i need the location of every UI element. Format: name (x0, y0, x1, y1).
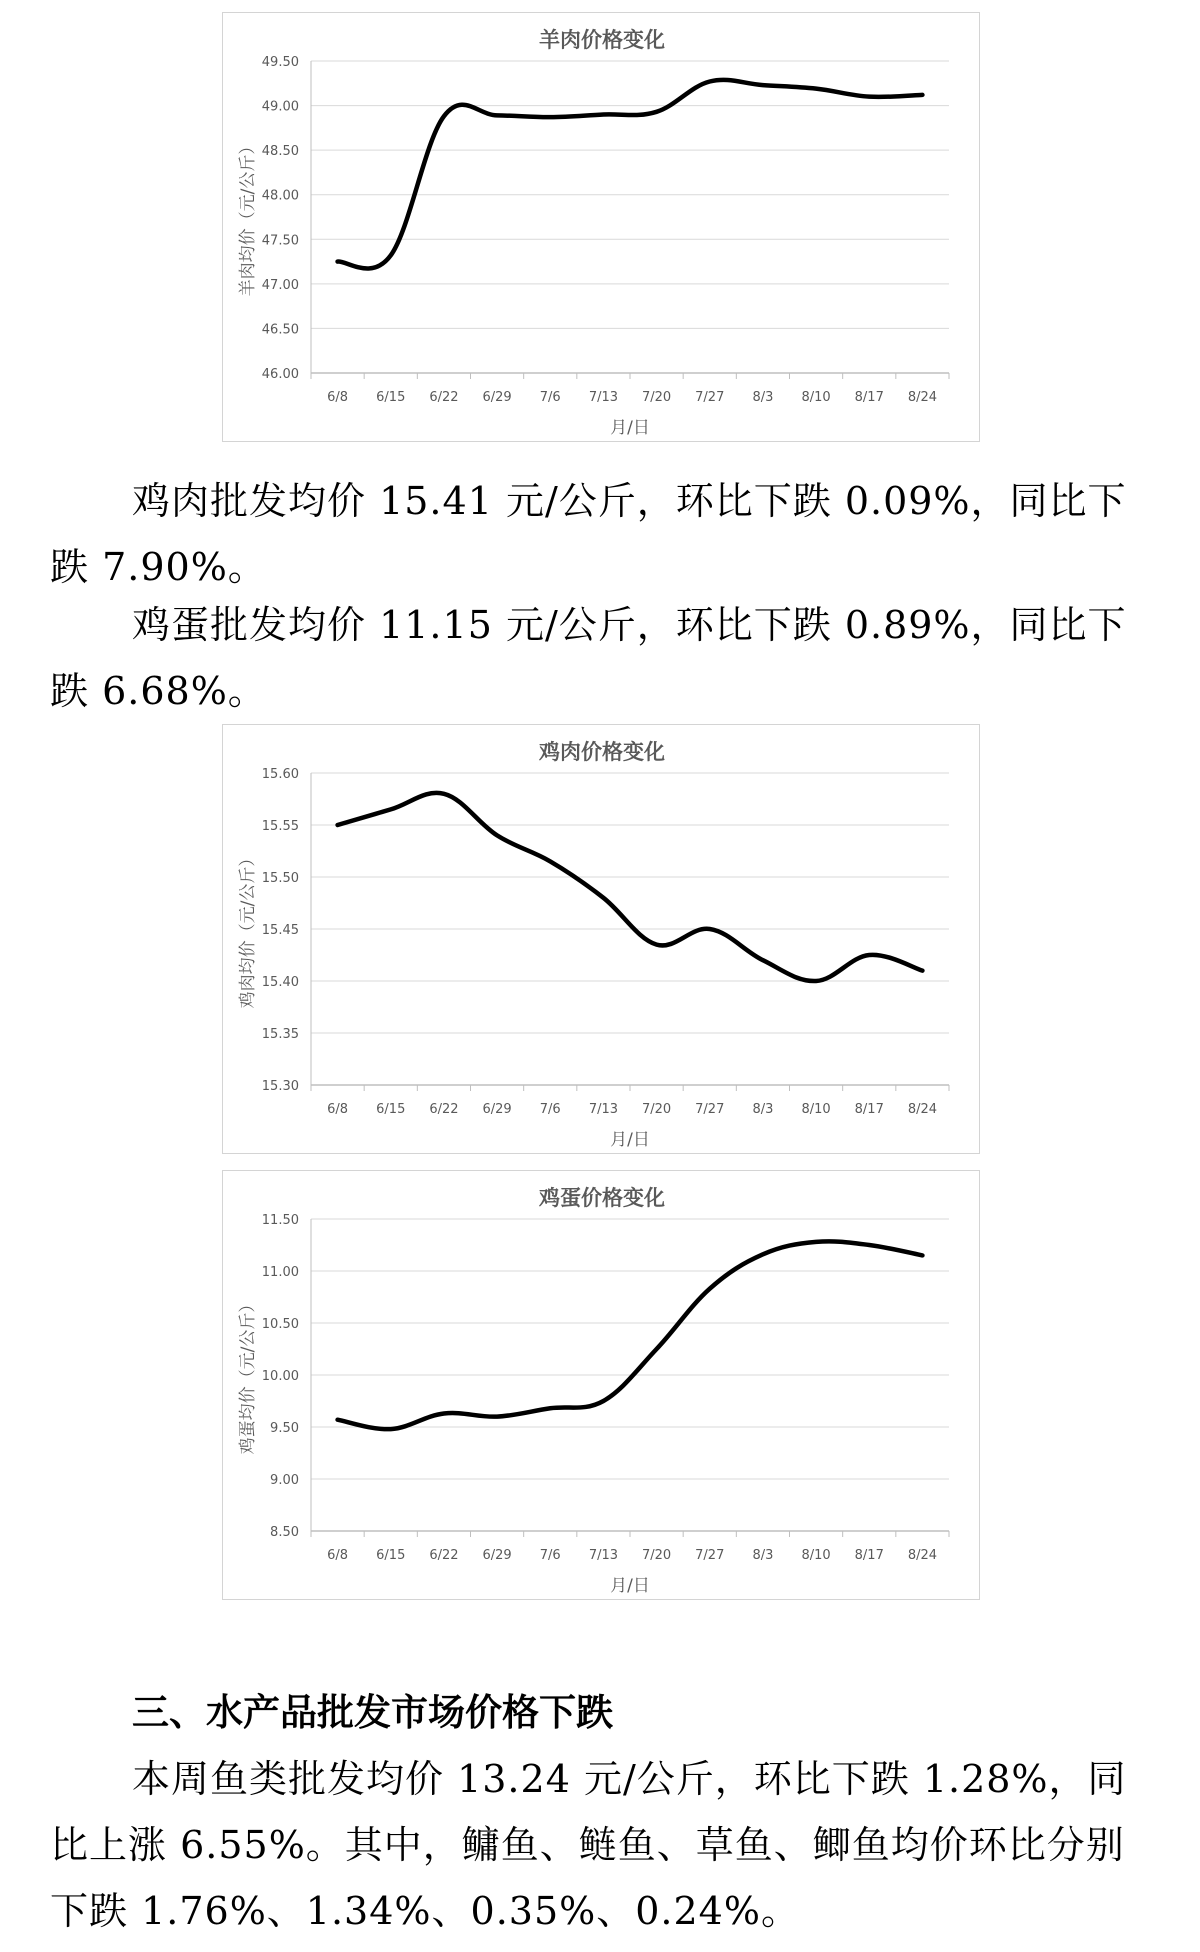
chart-title: 羊肉价格变化 (539, 28, 665, 52)
series-line (338, 793, 923, 981)
y-tick-label: 46.50 (261, 322, 299, 338)
y-tick-label: 10.00 (261, 1369, 299, 1384)
chicken-price-chart (222, 724, 980, 1154)
y-tick-label: 15.30 (261, 1079, 299, 1094)
x-tick-label: 7/6 (539, 1548, 561, 1563)
x-tick-label: 6/29 (482, 1548, 512, 1563)
egg-price-paragraph (50, 592, 1160, 724)
y-tick-label: 8.50 (270, 1525, 299, 1540)
mutton-price-chart (222, 12, 980, 442)
x-tick-label: 7/13 (588, 390, 619, 405)
y-tick-label: 46.00 (261, 367, 299, 382)
fish-price-text: 本周鱼类批发均价 13.24 元/公斤，环比下跌 1.28%，同比上涨 6.55%。其中，鳙鱼、鲢鱼、草鱼、鲫鱼均价环比分别下跌 1.76%、1.34%、0.35%、0.24%。 (50, 1757, 1127, 1933)
y-tick-label: 47.50 (261, 233, 299, 249)
x-tick-label: 7/27 (695, 390, 725, 405)
section-heading: 三、水产品批发市场价格下跌 (132, 1691, 613, 1734)
x-tick-label: 8/24 (907, 1548, 938, 1563)
chicken-price-paragraph (50, 468, 1160, 600)
x-tick-label: 6/8 (327, 1102, 349, 1117)
chart-svg (223, 725, 981, 1155)
x-tick-label: 8/17 (854, 1102, 884, 1117)
x-axis-label: 月/日 (610, 1130, 650, 1150)
y-tick-label: 15.60 (261, 767, 299, 782)
x-tick-label: 6/8 (327, 1548, 349, 1563)
y-tick-label: 49.50 (261, 55, 299, 70)
y-tick-label: 11.50 (261, 1213, 299, 1228)
fish-price-paragraph (50, 1746, 1160, 1944)
x-tick-label: 6/29 (482, 390, 512, 405)
y-tick-label: 9.00 (270, 1473, 299, 1488)
y-tick-label: 15.55 (261, 819, 299, 834)
y-axis-label: 羊肉均价（元/公斤） (238, 137, 258, 297)
x-tick-label: 6/15 (376, 390, 406, 405)
x-axis-label: 月/日 (610, 1576, 650, 1596)
x-tick-label: 6/8 (327, 390, 349, 405)
chart-title: 鸡肉价格变化 (539, 740, 665, 764)
chart-title: 鸡蛋价格变化 (539, 1186, 665, 1210)
x-tick-label: 6/22 (429, 1102, 459, 1117)
y-tick-label: 15.40 (261, 975, 299, 990)
y-tick-label: 15.50 (261, 871, 299, 886)
y-tick-label: 48.50 (261, 144, 299, 160)
x-tick-label: 7/20 (641, 1548, 672, 1563)
x-tick-label: 7/13 (588, 1102, 619, 1117)
x-tick-label: 8/3 (752, 390, 774, 405)
x-tick-label: 8/10 (801, 390, 831, 405)
x-tick-label: 8/17 (854, 390, 884, 405)
chart-svg (223, 1171, 981, 1601)
x-tick-label: 6/22 (429, 390, 459, 405)
chicken-price-text: 鸡肉批发均价 15.41 元/公斤，环比下跌 0.09%，同比下跌 7.90%。 (50, 479, 1127, 589)
x-tick-label: 7/20 (641, 390, 672, 405)
y-tick-label: 15.45 (261, 923, 299, 938)
x-tick-label: 8/17 (854, 1548, 884, 1563)
x-tick-label: 6/22 (429, 1548, 459, 1563)
x-tick-label: 6/15 (376, 1102, 406, 1117)
x-tick-label: 7/13 (588, 1548, 619, 1563)
series-line (338, 1241, 923, 1429)
x-tick-label: 8/10 (801, 1102, 831, 1117)
x-tick-label: 8/10 (801, 1548, 831, 1563)
y-tick-label: 11.00 (261, 1265, 299, 1280)
y-tick-label: 48.00 (261, 188, 299, 204)
x-tick-label: 8/24 (907, 390, 938, 405)
egg-price-chart (222, 1170, 980, 1600)
x-tick-label: 7/27 (695, 1102, 725, 1117)
y-axis-label: 鸡肉均价（元/公斤） (238, 849, 258, 1009)
x-tick-label: 6/15 (376, 1548, 406, 1563)
y-tick-label: 49.00 (261, 99, 299, 115)
x-tick-label: 8/3 (752, 1102, 774, 1117)
y-axis-label: 鸡蛋均价（元/公斤） (238, 1295, 258, 1455)
x-tick-label: 7/6 (539, 1102, 561, 1117)
x-tick-label: 7/6 (539, 390, 561, 405)
egg-price-text: 鸡蛋批发均价 11.15 元/公斤，环比下跌 0.89%，同比下跌 6.68%。 (50, 603, 1127, 713)
x-tick-label: 8/3 (752, 1548, 774, 1563)
y-tick-label: 15.35 (261, 1027, 299, 1042)
x-tick-label: 7/20 (641, 1102, 672, 1117)
chart-svg (223, 13, 981, 443)
y-tick-label: 47.00 (261, 277, 299, 293)
x-axis-label: 月/日 (610, 418, 650, 438)
x-tick-label: 8/24 (907, 1102, 938, 1117)
x-tick-label: 7/27 (695, 1548, 725, 1563)
y-tick-label: 9.50 (270, 1421, 299, 1436)
y-tick-label: 10.50 (261, 1317, 299, 1332)
series-line (338, 80, 923, 269)
x-tick-label: 6/29 (482, 1102, 512, 1117)
